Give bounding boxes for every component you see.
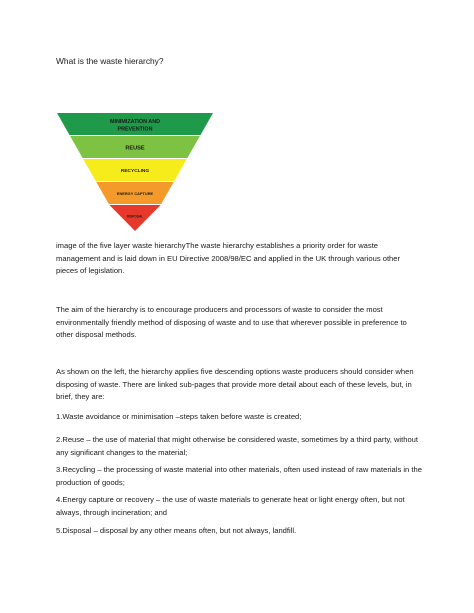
intro-paragraph: image of the five layer waste hierarchyThe waste hierarchy establishes a priority order for waste management and is laid down in EU Directive 2008/98/EC and applied in the UK through various other pieces of legislation. (56, 241, 401, 275)
list-item: 5.Disposal – disposal by any other means often, but not always, landfill. (56, 526, 297, 535)
aim-paragraph: The aim of the hierarchy is to encourage producers and processors of waste to consider the most environmentally friendly method of disposing of waste and to use that wherever possible in preference to other disposal methods. (56, 305, 407, 339)
list-item: 4.Energy capture or recovery – the use of waste materials to generate heat or light energy often, but not always, through incineration; and (56, 495, 405, 517)
tier-reuse-label: REUSE (125, 145, 145, 152)
options-paragraph: As shown on the left, the hierarchy applies five descending options waste producers should consider when disposing of waste. There are linked sub-pages that provide more detail about each of these levels, but, in brief, they are: (56, 367, 414, 401)
list-item: 3.Recycling – the processing of waste material into other materials, often used instead of raw materials in the production of goods; (56, 465, 422, 487)
tier-energy-capture-label: ENERGY CAPTURE (116, 191, 154, 196)
tier-minimization-label-1: MINIMIZATION AND (109, 119, 161, 125)
waste-hierarchy-pyramid (57, 113, 213, 231)
page-heading: What is the waste hierarchy? (56, 56, 164, 66)
tier-minimization-label-2: PREVENTION (117, 126, 153, 133)
tier-disposal-label: DISPOSAL (126, 214, 144, 219)
list-item: 1.Waste avoidance or minimisation –steps taken before waste is created; (56, 412, 302, 421)
tier-recycling-label: RECYCLING (120, 169, 150, 174)
list-item: 2.Reuse – the use of material that might otherwise be considered waste, sometimes by a third party, without any significant changes to the material; (56, 435, 419, 457)
